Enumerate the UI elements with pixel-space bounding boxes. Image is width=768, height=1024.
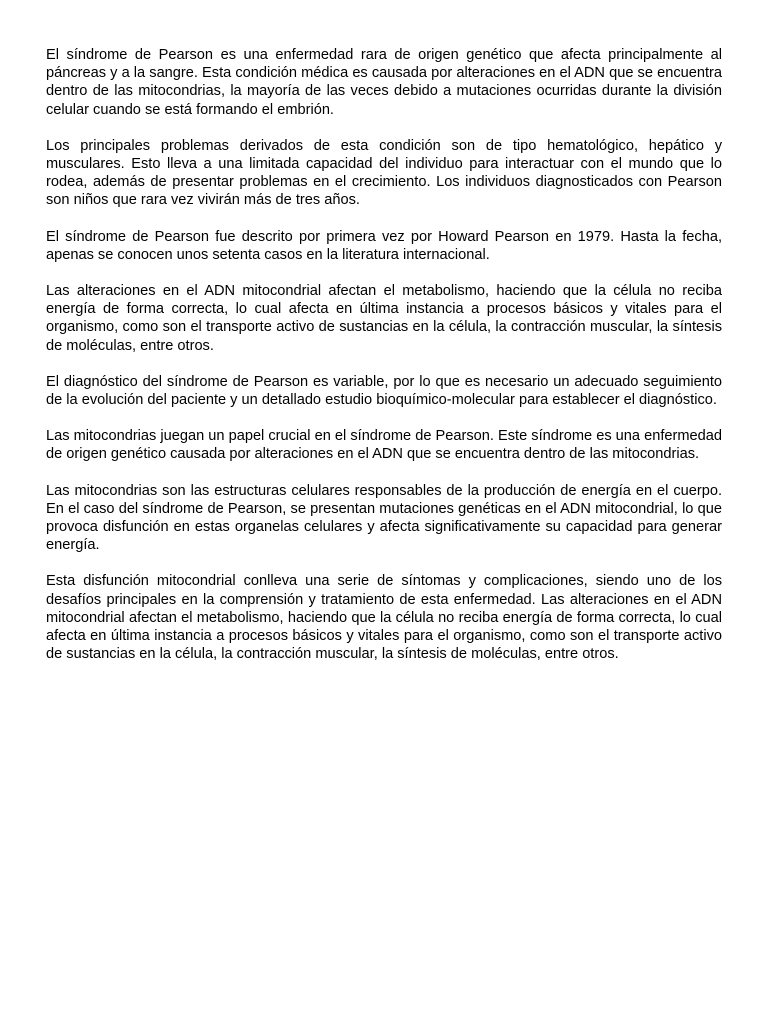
paragraph-2: Los principales problemas derivados de esta condición son de tipo hematológico, hepático y musculares. Esto lleva a una limitada capacidad del individuo para interactuar con el mundo que lo rodea, además de presentar problemas en el crecimiento. Los individuos diagnosticados con Pearson son niños que rara vez vivirán más de tres años. (46, 137, 722, 209)
document-page (46, 46, 722, 681)
paragraph-7: Las mitocondrias son las estructuras celulares responsables de la producción de energía en el cuerpo. En el caso del síndrome de Pearson, se presentan mutaciones genéticas en el ADN mitocondrial, lo que provoca disfunción en estas organelas celulares y afecta significativamente su capacidad para generar energía. (46, 482, 722, 554)
paragraph-8: Esta disfunción mitocondrial conlleva una serie de síntomas y complicaciones, siendo uno de los desafíos principales en la comprensión y tratamiento de esta enfermedad. Las alteraciones en el ADN mitocondrial afectan el metabolismo, haciendo que la célula no reciba energía de forma correcta, lo cual afecta en última instancia a procesos básicos y vitales para el organismo, como son el transporte activo de sustancias en la célula, la contracción muscular, la síntesis de moléculas, entre otros. (46, 573, 722, 663)
paragraph-4: Las alteraciones en el ADN mitocondrial afectan el metabolismo, haciendo que la célula no reciba energía de forma correcta, lo cual afecta en última instancia a procesos básicos y vitales para el organismo, como son el transporte activo de sustancias en la célula, la contracción muscular, la síntesis de moléculas, entre otros. (46, 283, 722, 354)
paragraph-1: El síndrome de Pearson es una enfermedad rara de origen genético que afecta principalmente al páncreas y a la sangre. Esta condición médica es causada por alteraciones en el ADN que se encuentra dentro de las mitocondrias, la mayoría de las veces debido a mutaciones ocurridas durante la división celular cuando se está formando el embrión. (46, 47, 722, 118)
paragraph-5: El diagnóstico del síndrome de Pearson es variable, por lo que es necesario un adecuado seguimiento de la evolución del paciente y un detallado estudio bioquímico-molecular para establecer el diagnóstico. (46, 373, 722, 409)
paragraph-6: Las mitocondrias juegan un papel crucial en el síndrome de Pearson. Este síndrome es una enfermedad de origen genético causada por alteraciones en el ADN que se encuentra dentro de las mitocondrias. (46, 428, 722, 463)
paragraph-3: El síndrome de Pearson fue descrito por primera vez por Howard Pearson en 1979. Hasta la fecha, apenas se conocen unos setenta casos en la literatura internacional. (46, 228, 722, 263)
